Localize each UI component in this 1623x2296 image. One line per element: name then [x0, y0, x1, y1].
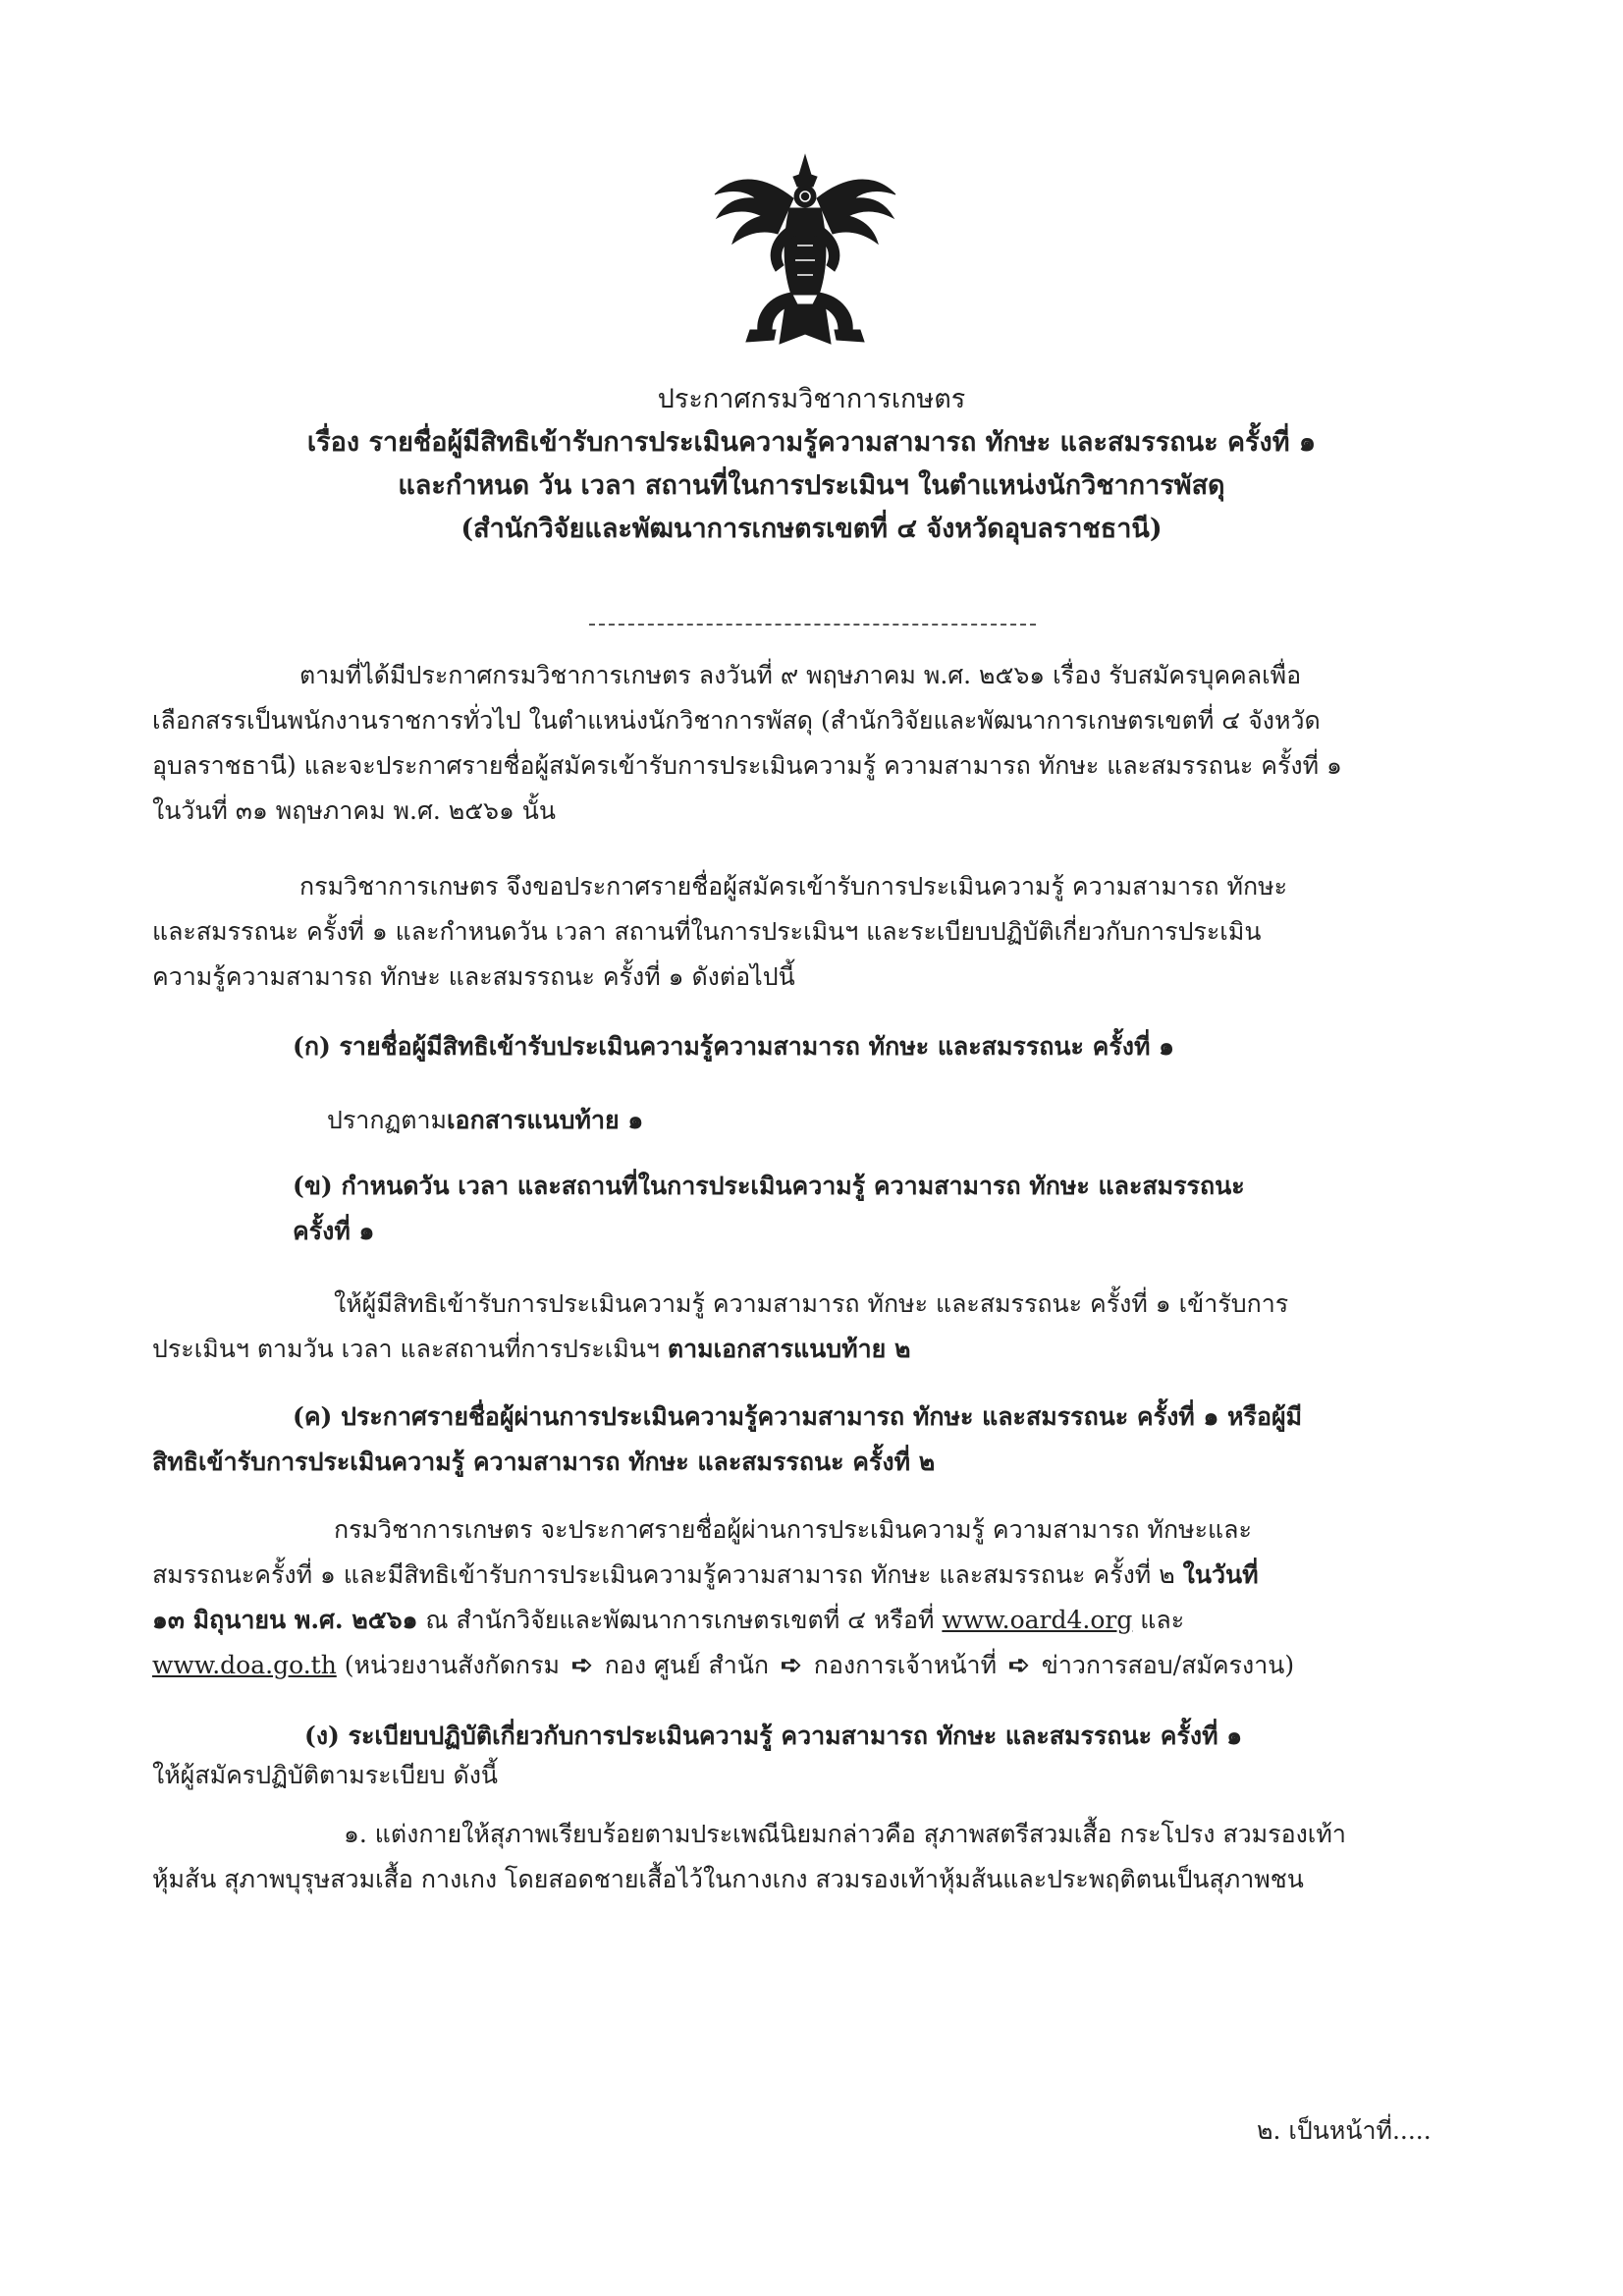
section-c-heading-line: สิทธิเข้ารับการประเมินความรู้ ความสามารถ ทักษะ และสมรรถนะ ครั้งที่ ๒ [152, 1448, 936, 1476]
right-arrow-icon: ➪ [781, 1651, 802, 1680]
section-c-heading [152, 1394, 1471, 1485]
section-c-date-label: ในวันที่ [1182, 1560, 1259, 1589]
paragraph-1-line: ในวันที่ ๓๑ พฤษภาคม พ.ศ. ๒๕๖๑ นั้น [152, 796, 556, 825]
paragraph-2-line: ความรู้ความสามารถ ทักษะ และสมรรถนะ ครั้งที่ ๑ ดังต่อไปนี้ [152, 962, 795, 991]
section-c-line-2: สมรรถนะครั้งที่ ๑ และมีสิทธิเข้ารับการประเมินความรู้ความสามารถ ทักษะ และสมรรถนะ ครั้งที่ ๒ [152, 1560, 1183, 1589]
oard4-link[interactable]: www.oard4.org [942, 1606, 1133, 1634]
garuda-emblem-icon [707, 147, 903, 354]
section-d-heading: (ง) ระเบียบปฏิบัติเกี่ยวกับการประเมินความรู้ ความสามารถ ทักษะ และสมรรถนะ ครั้งที่ ๑ [304, 1722, 1243, 1750]
announcement-title [118, 378, 1505, 551]
nav-path-item: (หน่วยงานสังกัดกรม [344, 1651, 560, 1679]
section-c-heading-line: (ค) ประกาศรายชื่อผู้ผ่านการประเมินความรู้ความสามารถ ทักษะ และสมรรถนะ ครั้งที่ ๑ หรือผู้มี [293, 1402, 1303, 1431]
paragraph-1-line: อุบลราชธานี) และจะประกาศรายชื่อผู้สมัครเข้ารับการประเมินความรู้ ความสามารถ ทักษะ และสมรรถนะ ครั้งที่ ๑ [152, 751, 1342, 780]
item-1 [152, 1812, 1468, 1902]
section-c-line-3: ณ สำนักวิจัยและพัฒนาการเกษตรเขตที่ ๔ หรือที่ [417, 1606, 943, 1634]
section-b-heading [293, 1164, 1471, 1254]
section-b-line-2: ประเมินฯ ตามวัน เวลา และสถานที่การประเมินฯ [152, 1335, 668, 1363]
section-c-date: ๑๓ มิถุนายน พ.ศ. ๒๕๖๑ [152, 1606, 418, 1634]
right-arrow-icon: ➪ [570, 1651, 593, 1680]
section-a-heading [293, 1024, 1471, 1069]
paragraph-2 [152, 864, 1468, 1000]
section-b-body [152, 1282, 1468, 1372]
right-arrow-icon: ➪ [1008, 1651, 1030, 1680]
section-a-body [152, 1098, 1468, 1143]
title-line-1: ประกาศกรมวิชาการเกษตร [657, 384, 966, 414]
section-a-text: ปรากฏตาม [327, 1106, 448, 1134]
title-line-4: (สำนักวิจัยและพัฒนาการเกษตรเขตที่ ๔ จังหวัดอุบลราชธานี) [460, 514, 1163, 544]
dashed-divider [589, 624, 1036, 626]
item-1-line: ๑. แต่งกายให้สุภาพเรียบร้อยตามประเพณีนิยมกล่าวคือ สุภาพสตรีสวมเสื้อ กระโปรง สวมรองเท้า [344, 1820, 1346, 1848]
section-c-line-1: กรมวิชาการเกษตร จะประกาศรายชื่อผู้ผ่านการประเมินความรู้ ความสามารถ ทักษะและ [334, 1515, 1252, 1544]
section-a-attachment: เอกสารแนบท้าย ๑ [447, 1106, 644, 1134]
section-a-heading-text: (ก) รายชื่อผู้มีสิทธิเข้ารับประเมินความรู้ความสามารถ ทักษะ และสมรรถนะ ครั้งที่ ๑ [293, 1032, 1175, 1061]
title-line-2: เรื่อง รายชื่อผู้มีสิทธิเข้ารับการประเมินความรู้ความสามารถ ทักษะ และสมรรถนะ ครั้งที่ ๑ [306, 427, 1317, 458]
paragraph-1-line: เลือกสรรเป็นพนักงานราชการทั่วไป ในตำแหน่งนักวิชาการพัสดุ (สำนักวิจัยและพัฒนาการเกษตรเขตที่ ๔ จังหวัด [152, 706, 1321, 735]
nav-path-item: ข่าวการสอบ/สมัครงาน) [1041, 1651, 1295, 1679]
page-continuation: ๒. เป็นหน้าที่..... [1257, 2116, 1432, 2145]
paragraph-2-line: และสมรรถนะ ครั้งที่ ๑ และกำหนดวัน เวลา สถานที่ในการประเมินฯ และระเบียบปฏิบัติเกี่ยวกับการประเมิน [152, 917, 1262, 946]
section-b-heading-line: (ข) กำหนดวัน เวลา และสถานที่ในการประเมินความรู้ ความสามารถ ทักษะ และสมรรถนะ [293, 1172, 1245, 1200]
section-c-body [152, 1507, 1468, 1688]
section-b-heading-line: ครั้งที่ ๑ [293, 1217, 375, 1245]
title-line-3: และกำหนด วัน เวลา สถานที่ในการประเมินฯ ในตำแหน่งนักวิชาการพัสดุ [398, 470, 1225, 501]
paragraph-1-line: ตามที่ได้มีประกาศกรมวิชาการเกษตร ลงวันที่ ๙ พฤษภาคม พ.ศ. ๒๕๖๑ เรื่อง รับสมัครบุคคลเพื่อ [299, 661, 1302, 689]
section-d-line: ให้ผู้สมัครปฏิบัติตามระเบียบ ดังนี้ [152, 1761, 499, 1789]
section-b-attachment: ตามเอกสารแนบท้าย ๒ [667, 1335, 911, 1363]
section-b-line-1: ให้ผู้มีสิทธิเข้ารับการประเมินความรู้ ความสามารถ ทักษะ และสมรรถนะ ครั้งที่ ๑ เข้ารับการ [334, 1289, 1289, 1318]
nav-path-item: กองการเจ้าหน้าที่ [813, 1651, 998, 1679]
section-d [152, 1714, 1468, 1798]
item-1-line: หุ้มส้น สุภาพบุรุษสวมเสื้อ กางเกง โดยสอดชายเสื้อไว้ในกางเกง สวมรองเท้าหุ้มส้นและประพฤติตนเป็นสุภาพชน [152, 1865, 1304, 1893]
paragraph-2-line: กรมวิชาการเกษตร จึงขอประกาศรายชื่อผู้สมัครเข้ารับการประเมินความรู้ ความสามารถ ทักษะ [299, 872, 1288, 901]
doa-link[interactable]: www.doa.go.th [152, 1651, 337, 1679]
section-c-line-3-end: และ [1132, 1606, 1185, 1634]
nav-path-item: กอง ศูนย์ สำนัก [604, 1651, 770, 1679]
paragraph-1 [152, 653, 1468, 834]
